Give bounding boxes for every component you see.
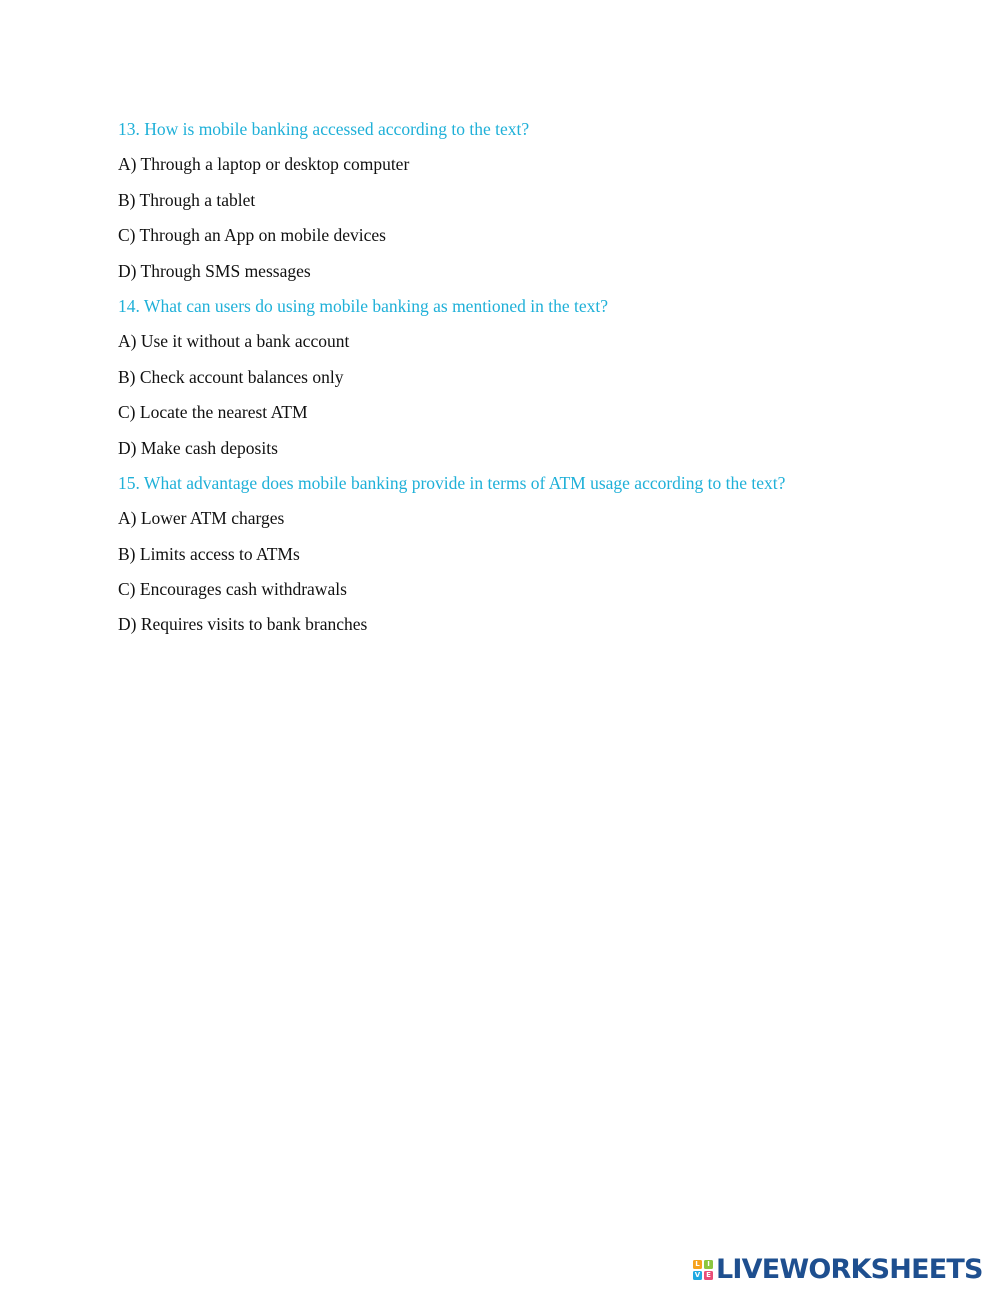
quiz-section [118,112,958,643]
liveworksheets-logo [693,1255,983,1285]
question-13-text: 13. How is mobile banking accessed according to the text? [118,119,530,139]
question-13-option-b: B) Through a tablet [118,189,256,210]
question-14-option-d: D) Make cash deposits [118,437,278,458]
question-13-option-c: C) Through an App on mobile devices [118,225,386,246]
logo-wordmark: LIVEWORKSHEETS [716,1254,983,1285]
question-14-option-b: B) Check account balances only [118,366,344,387]
question-13-option-a: A) Through a laptop or desktop computer [118,154,410,175]
logo-tile-i: I [704,1260,713,1269]
logo-tile-e: E [704,1271,713,1280]
question-14-text: 14. What can users do using mobile banking as mentioned in the text? [118,295,609,316]
question-15-option-d: D) Requires visits to bank branches [118,614,368,635]
question-14-option-c: C) Locate the nearest ATM [118,402,308,423]
question-15-option-a: A) Lower ATM charges [118,508,285,529]
question-13-option-d: D) Through SMS messages [118,260,311,281]
question-14-option-a: A) Use it without a bank account [118,331,350,352]
logo-tile-v: V [694,1271,701,1279]
logo-grid-icon [693,1260,713,1280]
logo-tile-l: L [693,1260,702,1269]
question-15-text: 15. What advantage does mobile banking provide in terms of ATM usage according to the text? [118,472,786,493]
question-15-option-c: C) Encourages cash withdrawals [118,579,347,600]
question-15-option-b: B) Limits access to ATMs [118,543,300,564]
